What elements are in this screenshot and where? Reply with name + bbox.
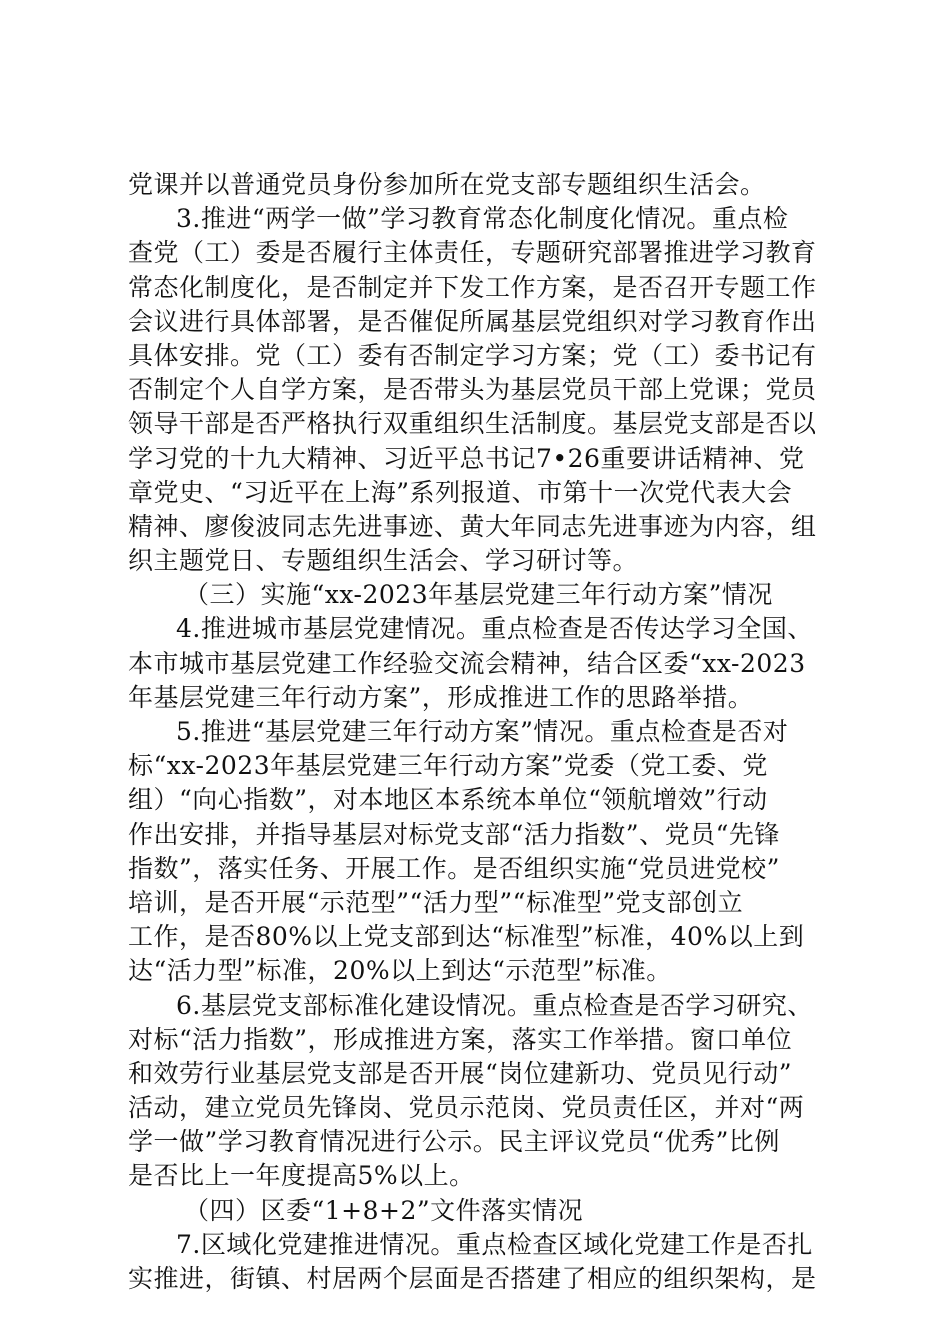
text-line: 学习党的十九大精神、习近平总书记7•26重要讲话精神、党 <box>128 443 805 473</box>
text-line: 指数”，落实任务、开展工作。是否组织实施“党员进党校” <box>128 853 780 883</box>
text-line: 常态化制度化，是否制定并下发工作方案，是否召开专题工作 <box>128 272 817 302</box>
text-line: 精神、廖俊波同志先进事迹、黄大年同志先进事迹为内容，组 <box>128 511 817 541</box>
text-line: 7.区域化党建推进情况。重点检查区域化党建工作是否扎 <box>176 1229 813 1259</box>
text-line: 实推进，街镇、村居两个层面是否搭建了相应的组织架构，是 <box>128 1264 817 1293</box>
text-line: 活动，建立党员先锋岗、党员示范岗、党员责任区，并对“两 <box>128 1093 805 1123</box>
text-line: 年基层党建三年行动方案”，形成推进工作的思路举措。 <box>128 682 754 712</box>
text-line: 织主题党日、专题组织生活会、学习研讨等。 <box>128 546 639 576</box>
section-heading: （四）区委“1+8+2”文件落实情况 <box>184 1195 584 1225</box>
text-line: 对标“活力指数”，形成推进方案，落实工作举措。窗口单位 <box>128 1024 793 1054</box>
text-line: 否制定个人自学方案，是否带头为基层党员干部上党课；党员 <box>128 375 817 405</box>
document-body <box>128 168 824 1296</box>
text-line: 章党史、“习近平在上海”系列报道、市第十一次党代表大会 <box>128 477 793 507</box>
text-line: 学一做”学习教育情况进行公示。民主评议党员“优秀”比例 <box>128 1127 780 1157</box>
text-line: 达“活力型”标准，20%以上到达“示范型”标准。 <box>128 956 672 986</box>
text-line: 党课并以普通党员身份参加所在党支部专题组织生活会。 <box>128 170 766 199</box>
text-line: 组）“向心指数”，对本地区本系统本单位“领航增效”行动 <box>128 785 768 815</box>
text-line: 5.推进“基层党建三年行动方案”情况。重点检查是否对 <box>176 717 789 746</box>
text-line: 具体安排。党（工）委有否制定学习方案；党（工）委书记有 <box>128 340 817 370</box>
text-line: 领导干部是否严格执行双重组织生活制度。基层党支部是否以 <box>128 409 817 439</box>
text-line: 作出安排，并指导基层对标党支部“活力指数”、党员“先锋 <box>128 819 780 849</box>
text-line: 工作，是否80%以上党支部到达“标准型”标准，40%以上到 <box>128 922 805 952</box>
text-line: 3.推进“两学一做”学习教育常态化制度化情况。重点检 <box>176 204 789 234</box>
text-line: 4.推进城市基层党建情况。重点检查是否传达学习全国、 <box>176 614 813 644</box>
text-line: 培训，是否开展“示范型”“活力型”“标准型”党支部创立 <box>128 887 744 917</box>
text-line: 本市城市基层党建工作经验交流会精神，结合区委“xx-2023 <box>128 648 806 678</box>
text-line: 是否比上一年度提高5%以上。 <box>128 1161 475 1191</box>
section-heading: （三）实施“xx-2023年基层党建三年行动方案”情况 <box>184 580 773 610</box>
text-line: 会议进行具体部署，是否催促所属基层党组织对学习教育作出 <box>128 306 817 336</box>
text-line: 6.基层党支部标准化建设情况。重点检查是否学习研究、 <box>176 990 813 1020</box>
text-line: 和效劳行业基层党支部是否开展“岗位建新功、党员见行动” <box>128 1058 793 1088</box>
text-line: 查党（工）委是否履行主体责任，专题研究部署推进学习教育 <box>128 238 817 268</box>
text-line: 标“xx-2023年基层党建三年行动方案”党委（党工委、党 <box>128 751 768 781</box>
